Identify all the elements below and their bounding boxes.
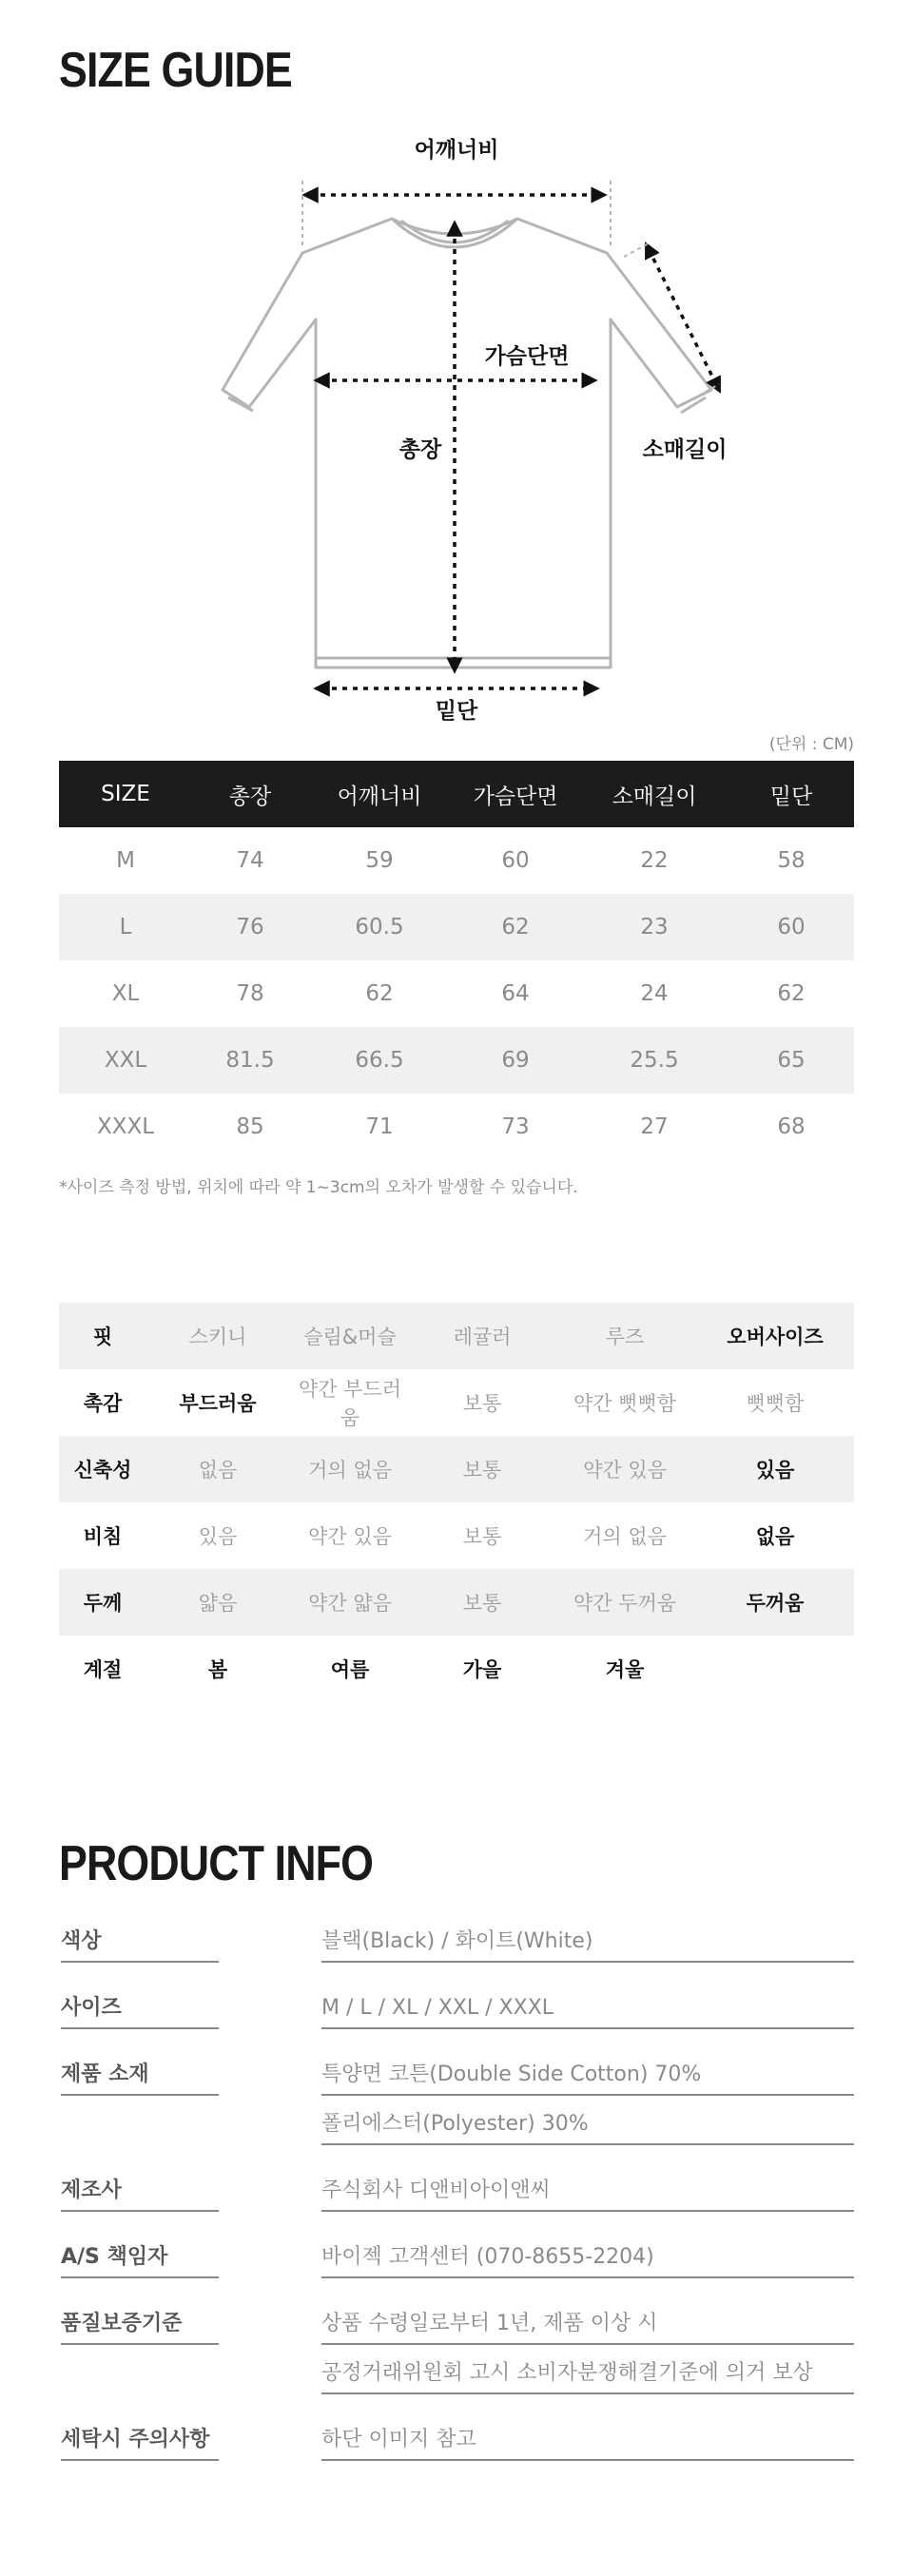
attribute-row-texture <box>59 1369 854 1436</box>
size-table <box>59 761 854 1160</box>
table-cell: M <box>116 848 135 873</box>
table-cell: 24 <box>640 981 669 1006</box>
attribute-label: 신축성 <box>73 1459 132 1482</box>
attribute-option-selected: 오버사이즈 <box>727 1326 824 1348</box>
attribute-label: 비침 <box>83 1525 123 1548</box>
attribute-row-fit <box>59 1303 854 1369</box>
attribute-table <box>59 1303 854 1702</box>
info-row <box>61 2170 854 2212</box>
tshirt-outline <box>223 219 711 668</box>
table-cell: 27 <box>640 1114 669 1139</box>
table-cell: 22 <box>640 848 669 873</box>
attribute-row-season <box>59 1636 854 1702</box>
attribute-option: 거의 없음 <box>583 1525 667 1548</box>
size-row-m <box>59 827 854 894</box>
table-cell: 66.5 <box>355 1048 404 1073</box>
table-cell: 58 <box>777 848 806 873</box>
size-row-xxl <box>59 1027 854 1094</box>
info-key: A/S 책임자 <box>61 2237 219 2278</box>
attribute-option: 있음 <box>198 1525 238 1548</box>
table-cell: L <box>119 915 132 939</box>
table-cell: 81.5 <box>225 1048 275 1073</box>
info-values <box>321 1987 854 2029</box>
size-row-l <box>59 894 854 960</box>
attribute-option: 약간 얇음 <box>308 1592 392 1615</box>
header-cell: 가슴단면 <box>473 784 558 809</box>
attribute-label: 계절 <box>83 1658 123 1681</box>
attribute-option: 약간 부드러움 <box>298 1378 402 1429</box>
attribute-option: 루즈 <box>605 1326 645 1348</box>
info-key: 사이즈 <box>61 1987 219 2029</box>
attribute-label: 핏 <box>92 1326 113 1348</box>
attribute-option: 뻣뻣함 <box>746 1392 805 1415</box>
table-cell: 71 <box>365 1114 394 1139</box>
attribute-option: 약간 있음 <box>583 1459 667 1482</box>
hem-label: 밑단 <box>435 699 478 724</box>
attribute-option: 보통 <box>462 1592 502 1615</box>
table-cell: 73 <box>501 1114 530 1139</box>
product-info-title: PRODUCT INFO <box>59 1836 374 1891</box>
table-cell: 65 <box>777 1048 806 1073</box>
table-cell: 62 <box>501 915 530 939</box>
table-cell: 23 <box>640 915 669 939</box>
chest-label: 가슴단면 <box>484 344 570 369</box>
table-cell: 62 <box>777 981 806 1006</box>
table-cell: 85 <box>236 1114 264 1139</box>
attribute-option: 거의 없음 <box>308 1459 392 1482</box>
size-row-xxxl <box>59 1094 854 1160</box>
table-cell: 60.5 <box>355 915 404 939</box>
info-values <box>321 2419 854 2461</box>
info-row <box>61 1921 854 1963</box>
info-value: 하단 이미지 참고 <box>321 2419 854 2461</box>
header-cell: 총장 <box>228 784 272 809</box>
table-cell: 60 <box>501 848 530 873</box>
attribute-option: 레귤러 <box>453 1326 512 1348</box>
table-cell: 62 <box>365 981 394 1006</box>
attribute-option: 약간 두꺼움 <box>573 1592 677 1615</box>
info-row <box>61 2237 854 2278</box>
attribute-option-selected: 여름 <box>330 1658 370 1681</box>
info-row <box>61 2419 854 2461</box>
attribute-row-stretch <box>59 1436 854 1502</box>
info-row <box>61 2054 854 2145</box>
table-cell: XXXL <box>96 1114 155 1139</box>
attribute-option-selected: 있음 <box>755 1459 795 1482</box>
info-values <box>321 1921 854 1963</box>
attribute-option-selected: 부드러움 <box>179 1392 257 1415</box>
product-info-list <box>61 1921 854 2486</box>
table-cell: 74 <box>236 848 264 873</box>
info-values <box>321 2303 854 2394</box>
info-key: 품질보증기준 <box>61 2303 219 2345</box>
table-cell: 64 <box>501 981 530 1006</box>
table-cell: 78 <box>236 981 264 1006</box>
info-values <box>321 2054 854 2145</box>
info-key: 제품 소재 <box>61 2054 219 2096</box>
info-row <box>61 1987 854 2029</box>
info-value: 블랙(Black) / 화이트(White) <box>321 1921 854 1963</box>
info-values <box>321 2170 854 2212</box>
attribute-option-selected: 봄 <box>207 1658 228 1681</box>
header-cell: 어깨너비 <box>337 784 422 809</box>
table-cell: XXL <box>104 1048 147 1073</box>
header-cell: SIZE <box>101 782 150 806</box>
table-cell: 60 <box>777 915 806 939</box>
attribute-option: 보통 <box>462 1459 502 1482</box>
length-label: 총장 <box>398 437 442 462</box>
info-value: 바이젝 고객센터 (070-8655-2204) <box>321 2237 854 2278</box>
size-guide-title: SIZE GUIDE <box>59 43 292 98</box>
shoulder-label: 어깨너비 <box>414 138 499 163</box>
attribute-option: 슬림&머슬 <box>303 1326 397 1348</box>
attribute-option: 약간 뻣뻣함 <box>573 1392 677 1415</box>
table-cell: 76 <box>236 915 264 939</box>
header-cell: 소매길이 <box>612 784 697 809</box>
attribute-label: 두께 <box>83 1592 123 1615</box>
table-cell: XL <box>111 981 140 1006</box>
info-value: 상품 수령일로부터 1년, 제품 이상 시 <box>321 2303 854 2345</box>
table-cell: 25.5 <box>630 1048 679 1073</box>
size-row-xl <box>59 960 854 1027</box>
info-row <box>61 2303 854 2394</box>
table-cell: 69 <box>501 1048 530 1073</box>
attribute-option: 얇음 <box>198 1592 238 1615</box>
info-values <box>321 2237 854 2278</box>
attribute-option-selected: 없음 <box>755 1525 795 1548</box>
attribute-option-selected: 두꺼움 <box>746 1592 805 1615</box>
info-value: 폴리에스터(Polyester) 30% <box>321 2103 854 2145</box>
attribute-option: 없음 <box>198 1459 238 1482</box>
info-key: 제조사 <box>61 2170 219 2212</box>
attribute-row-thickness <box>59 1569 854 1636</box>
table-cell: 59 <box>365 848 394 873</box>
table-cell: 68 <box>777 1114 806 1139</box>
attribute-option: 스키니 <box>188 1326 247 1348</box>
sleeve-label: 소매길이 <box>642 437 728 462</box>
attribute-option-selected: 가을 <box>462 1658 502 1681</box>
info-value: M / L / XL / XXL / XXXL <box>321 1987 854 2029</box>
size-table-header <box>59 761 854 827</box>
info-value: 주식회사 디앤비아이앤씨 <box>321 2170 854 2212</box>
attribute-option: 보통 <box>462 1392 502 1415</box>
info-key: 세탁시 주의사항 <box>61 2419 219 2461</box>
info-value: 특양면 코튼(Double Side Cotton) 70% <box>321 2054 854 2096</box>
attribute-option-selected: 겨울 <box>605 1658 645 1681</box>
attribute-option: 약간 있음 <box>308 1525 392 1548</box>
attribute-option: 보통 <box>462 1525 502 1548</box>
attribute-row-sheerness <box>59 1502 854 1569</box>
header-cell: 밑단 <box>769 784 813 809</box>
measurement-note: *사이즈 측정 방법, 위치에 따라 약 1~3cm의 오차가 발생할 수 있습니다. <box>59 1178 578 1197</box>
tshirt-measurement-diagram <box>0 0 913 742</box>
info-value: 공정거래위원회 고시 소비자분쟁해결기준에 의거 보상 <box>321 2353 854 2394</box>
unit-label: (단위 : CM) <box>768 735 854 754</box>
info-key: 색상 <box>61 1921 219 1963</box>
attribute-label: 촉감 <box>83 1392 123 1415</box>
